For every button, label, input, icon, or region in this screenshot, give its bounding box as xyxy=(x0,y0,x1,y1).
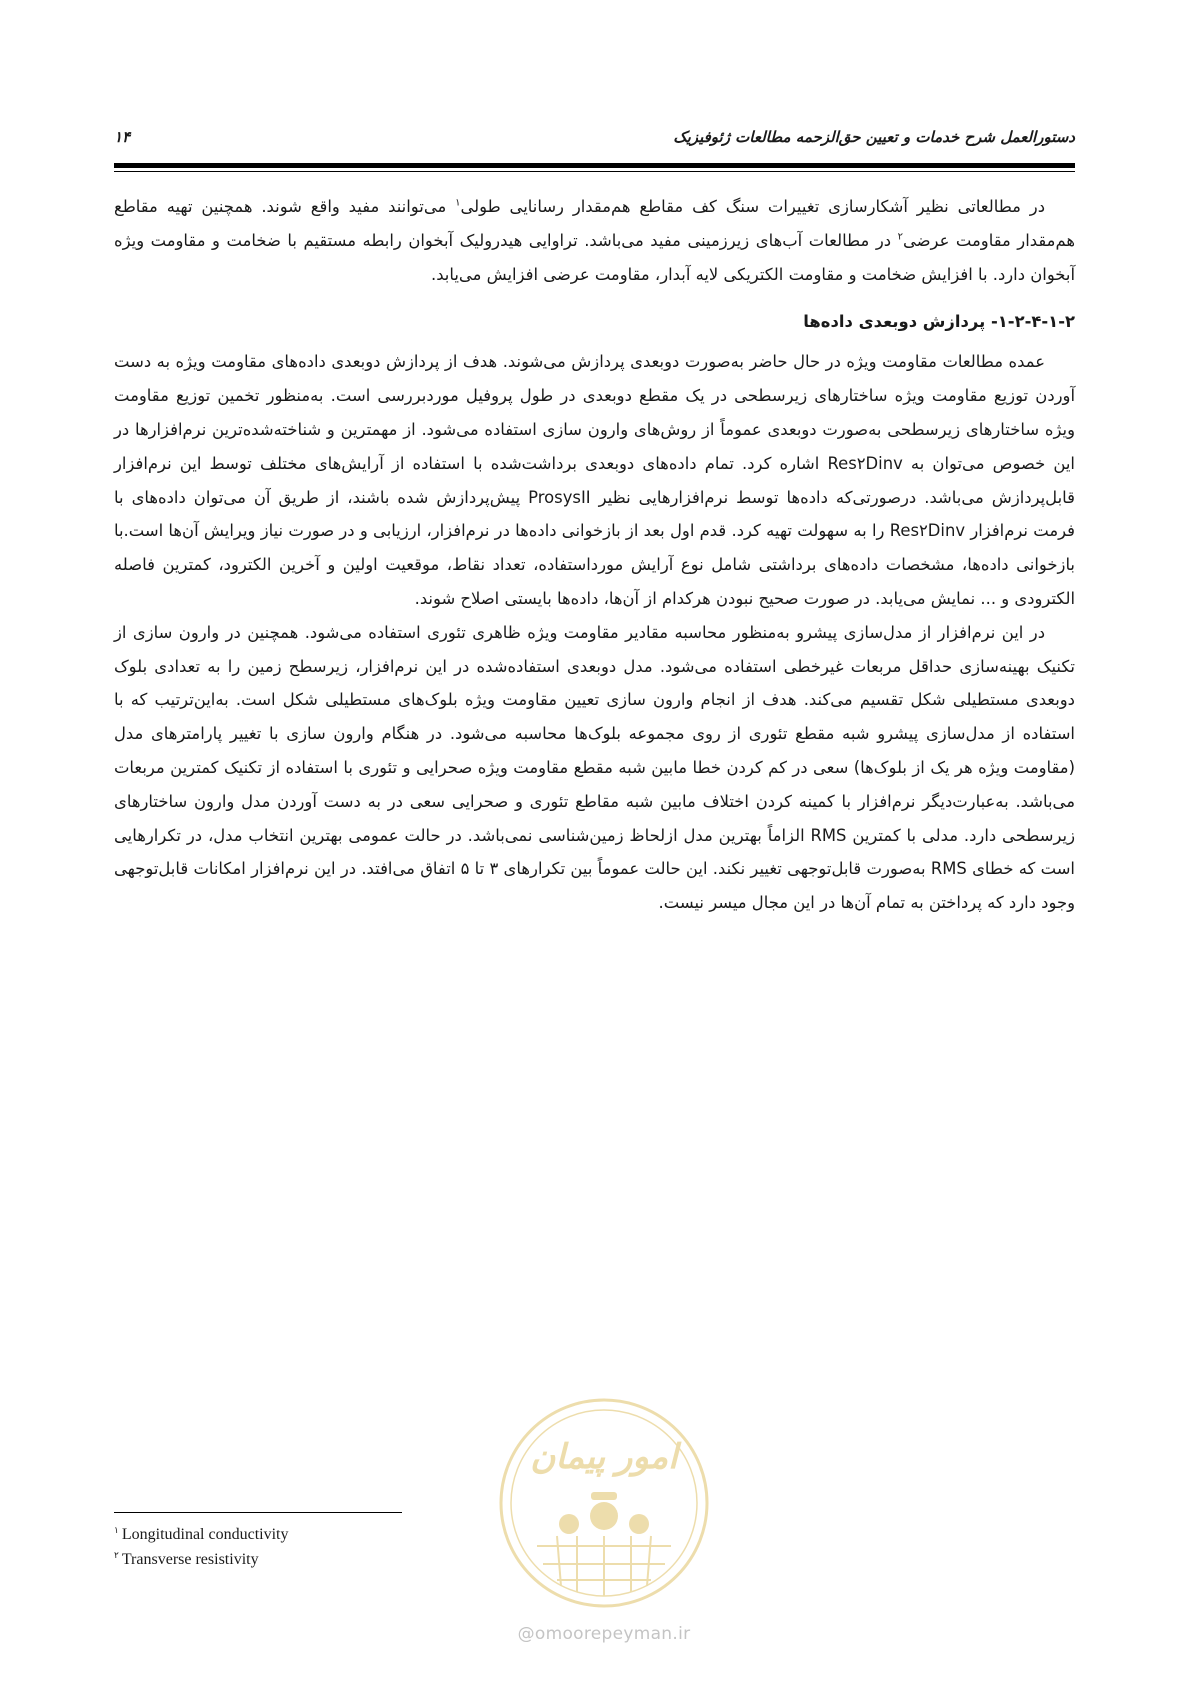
footnote-ref-2: ۲ xyxy=(897,231,903,243)
footnote-text: Transverse resistivity xyxy=(121,1551,259,1568)
watermark-handle: @omoorepeyman.ir xyxy=(517,1624,691,1644)
footnote-marker: ۲ xyxy=(114,1549,119,1560)
body-content xyxy=(114,190,1075,920)
intro-text-2: می‌توانند مفید واقع شوند. همچنین تهیه مقاطع هم‌مقدار مقاومت عرضی xyxy=(114,197,1076,250)
footnotes xyxy=(114,1522,514,1572)
footnote-item xyxy=(114,1522,514,1547)
section-paragraph-1: عمده مطالعات مقاومت ویژه در حال حاضر به‌صورت دوبعدی پردازش می‌شوند. هدف از پردازش دوبعدی داده‌های مقاومت ویژه به دست آوردن توزیع مقاومت ویژه ساختارهای زیرسطحی در یک مقطع دوبعدی در طول پروفیل موردبررسی است. به‌منظور تخمین توزیع مقاومت ویژه ساختارهای زیرسطحی به‌صورت دوبعدی عموماً از روش‌های وارون سازی استفاده می‌شود. از مهمترین و شناخته‌شده‌ترین نرم‌افزارها در این خصوص می‌توان به Res۲Dinv اشاره کرد. تمام داده‌های دوبعدی برداشت‌شده با استفاده از آرایش‌های مختلف توسط این نرم‌افزار قابل‌پردازش می‌باشد. درصورتی‌که داده‌ها توسط نرم‌افزارهایی نظیر ProsysII پیش‌پردازش شده باشند، از طریق آن می‌توان داده‌های با فرمت نرم‌افزار Res۲Dinv را به سهولت تهیه کرد. قدم اول بعد از بازخوانی داده‌ها در نرم‌افزار، ارزیابی و در صورت نیاز ویرایش آن‌ها است.با بازخوانی داده‌ها، مشخصات داده‌های برداشتی شامل نوع آرایش مورداستفاده، تعداد نقاط، موقعیت اولین و آخرین الکترود، کمترین فاصله الکترودی و ... نمایش می‌یابد. در صورت صحیح نبودن هرکدام از آن‌ها، داده‌ها بایستی اصلاح شوند. xyxy=(114,352,1075,608)
section-heading: ۱-۲-۴-۱-۲- پردازش دوبعدی داده‌ها xyxy=(803,312,1075,332)
header-rule-thin xyxy=(114,171,1075,172)
running-header xyxy=(114,128,1075,150)
footnote-marker: ۱ xyxy=(114,1524,119,1535)
footnote-ref-1: ۱ xyxy=(455,197,461,209)
footnote-separator xyxy=(114,1512,402,1513)
intro-paragraph xyxy=(114,190,1075,291)
section-paragraph-2: در این نرم‌افزار از مدل‌سازی پیشرو به‌منظور محاسبه مقادیر مقاومت ویژه ظاهری تئوری استفاده می‌شود. همچنین در وارون سازی از تکنیک بهینه‌سازی حداقل مربعات غیرخطی استفاده می‌شود. مدل دوبعدی استفاده‌شده در این نرم‌افزار، زیرسطح زمین را به تعدادی بلوک دوبعدی مستطیلی شکل تقسیم می‌کند. هدف از انجام وارون سازی تعیین مقاومت ویژه بلوک‌های مستطیلی شکل است. به‌این‌ترتیب که با استفاده از مدل‌سازی پیشرو شبه مقطع تئوری از روی مجموعه بلوک‌ها محاسبه می‌شود. در هنگام وارون سازی با تغییر پارامترهای مدل (مقاومت ویژه هر یک از بلوک‌ها) سعی در کم کردن خطا مابین شبه مقطع مقاومت ویژه صحرایی و تئوری با استفاده از تکنیک کمترین مربعات می‌باشد. به‌عبارت‌دیگر نرم‌افزار با کمینه کردن اختلاف مابین شبه مقاطع تئوری و صحرایی سعی در به دست آوردن مدل وارون ساختارهای زیرسطحی دارد. مدلی با کمترین RMS الزاماً بهترین مدل ازلحاظ زمین‌شناسی نمی‌باشد. در حالت عمومی بهترین انتخاب مدل، در تکرارهایی است که خطای RMS به‌صورت قابل‌توجهی تغییر نکند. این حالت عموماً بین تکرارهای ۳ تا ۵ اتفاق می‌افتد. در این نرم‌افزار امکانات قابل‌توجهی وجود دارد که پرداختن به تمام آن‌ها در این مجال میسر نیست. xyxy=(114,622,1075,913)
footnote-text: Longitudinal conductivity xyxy=(121,1526,289,1543)
intro-text-3: در مطالعات آب‌های زیرزمینی مفید می‌باشد. تراوایی هیدرولیک آبخوان رابطه مستقیم با ضخامت و مقاومت ویژه آبخوان دارد. با افزایش ضخامت و مقاومت الکتریکی لایه آبدار، مقاومت عرضی افزایش می‌یابد. xyxy=(114,230,1075,284)
seal-lettering: امور پیمان xyxy=(530,1437,678,1477)
seal-logo xyxy=(497,1396,711,1610)
header-rule-thick xyxy=(114,163,1075,168)
document-title: دستورالعمل شرح خدمات و تعیین حق‌الزحمه مطالعات ژئوفیزیک xyxy=(673,128,1075,146)
page-number: ۱۴ xyxy=(114,128,131,146)
footnote-item xyxy=(114,1547,514,1572)
intro-text-1: در مطالعاتی نظیر آشکارسازی تغییرات سنگ کف مقاطع هم‌مقدار رسانایی طولی xyxy=(460,197,1046,216)
